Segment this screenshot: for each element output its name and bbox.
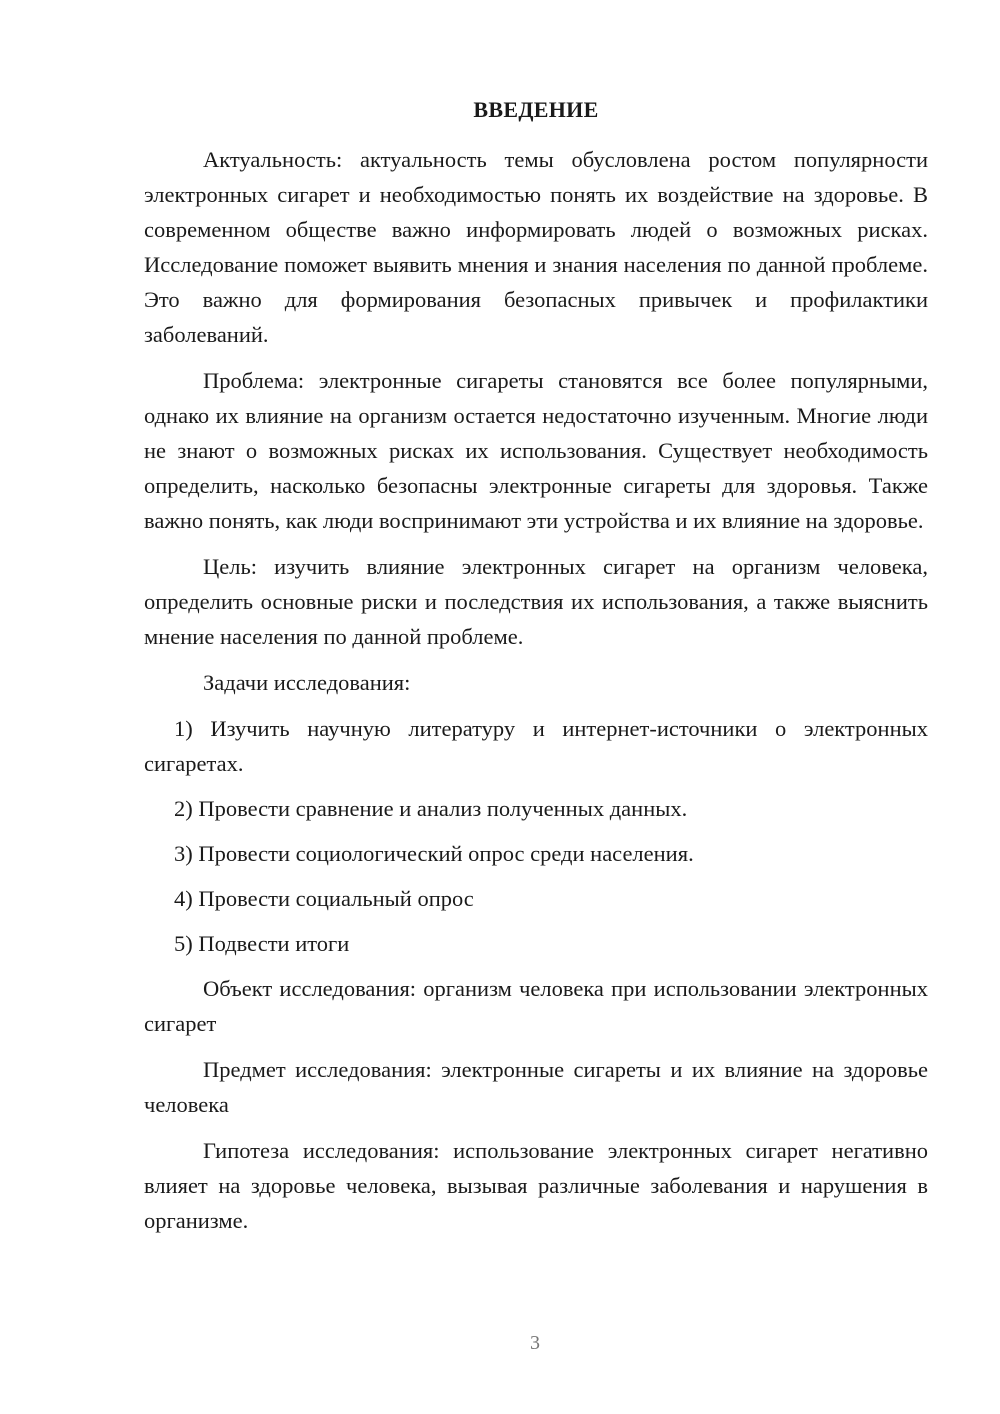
page-number: 3 bbox=[530, 1332, 540, 1354]
document-page bbox=[144, 92, 928, 1249]
tasks-heading: Задачи исследования: bbox=[203, 670, 411, 695]
task-item: 2) Провести сравнение и анализ полученных данных. bbox=[174, 796, 688, 821]
tasks-list bbox=[144, 711, 928, 961]
problem-paragraph: Проблема: электронные сигареты становятся все более популярными, однако их влияние на организм остается недостаточно изученным. Многие люди не знают о возможных рисках их использования. Существует необходимость определить, насколько безопасны электронные сигареты для здоровья. Также важно понять, как люди воспринимают эти устройства и их влияние на здоровье. bbox=[144, 368, 928, 533]
task-item: 1) Изучить научную литературу и интернет-источники о электронных сигаретах. bbox=[144, 716, 928, 776]
hypothesis-paragraph: Гипотеза исследования: использование электронных сигарет негативно влияет на здоровье человека, вызывая различные заболевания и нарушения в организме. bbox=[144, 1138, 928, 1233]
object-paragraph: Объект исследования: организм человека при использовании электронных сигарет bbox=[144, 976, 928, 1036]
goal-paragraph: Цель: изучить влияние электронных сигарет на организм человека, определить основные риски и последствия их использования, а также выяснить мнение населения по данной проблеме. bbox=[144, 554, 928, 649]
relevance-paragraph: Актуальность: актуальность темы обусловлена ростом популярности электронных сигарет и необходимостью понять их воздействие на здоровье. В современном обществе важно информировать людей о возможных рисках. Исследование поможет выявить мнения и знания населения по данной проблеме. Это важно для формирования безопасных привычек и профилактики заболеваний. bbox=[144, 147, 928, 347]
task-item: 3) Провести социологический опрос среди населения. bbox=[174, 841, 694, 866]
subject-paragraph: Предмет исследования: электронные сигареты и их влияние на здоровье человека bbox=[144, 1057, 928, 1117]
page-title: ВВЕДЕНИЕ bbox=[473, 97, 599, 122]
task-item: 5) Подвести итоги bbox=[174, 931, 350, 956]
task-item: 4) Провести социальный опрос bbox=[174, 886, 474, 911]
